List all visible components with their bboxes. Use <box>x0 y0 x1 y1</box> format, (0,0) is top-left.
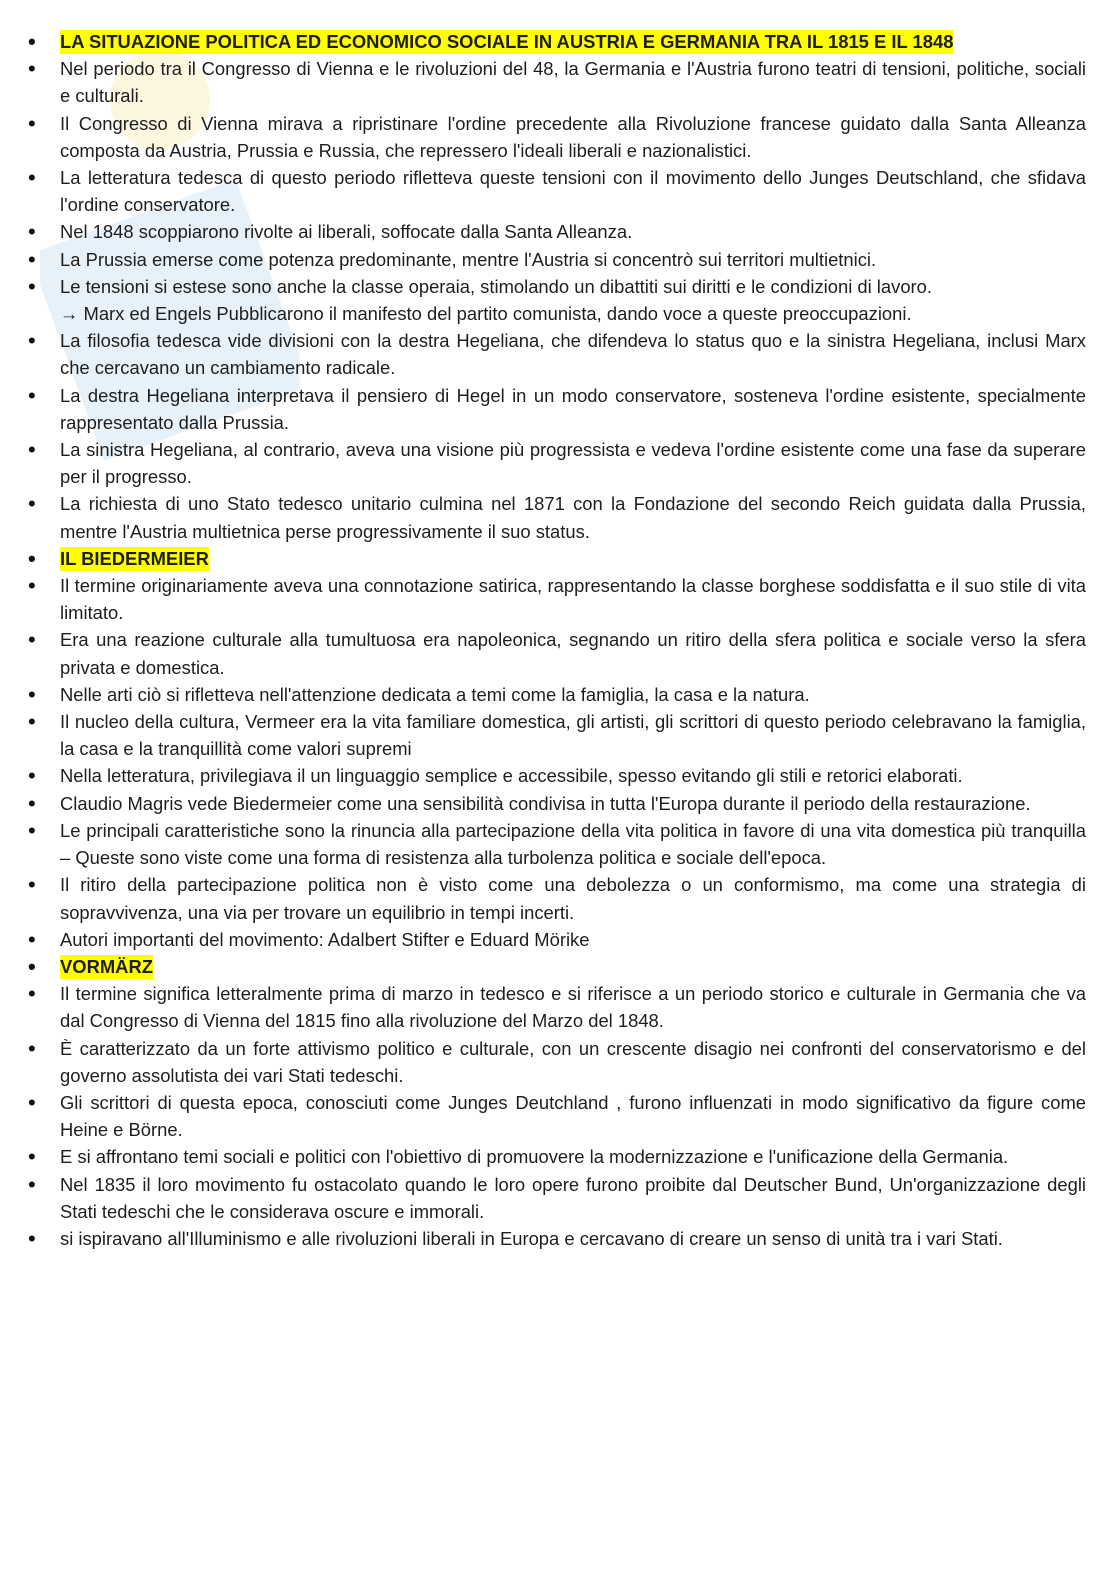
list-item <box>24 273 1086 327</box>
list-item: • Il nucleo della cultura, Vermeer era la vita familiare domestica, gli artisti, gli scrittori di questo periodo celebravano la famiglia, la casa e la tranquillità come valori supremi <box>24 708 1086 762</box>
list-item: • Nel 1835 il loro movimento fu ostacolato quando le loro opere furono proibite dal Deutscher Bund, Un'organizzazione degli Stati tedeschi che le considerava oscure e immorali. <box>24 1171 1086 1225</box>
list-item: • La destra Hegeliana interpretava il pensiero di Hegel in un modo conservatore, sosteneva l'ordine esistente, specialmente rappresentato dalla Prussia. <box>24 382 1086 436</box>
list-item: • Il Congresso di Vienna mirava a ripristinare l'ordine precedente alla Rivoluzione francese guidato dalla Santa Alleanza composta da Austria, Prussia e Russia, che repressero l'ideali liberali e nazionalistici. <box>24 110 1086 164</box>
list-item: • Il termine significa letteralmente prima di marzo in tedesco e si riferisce a un periodo storico e culturale in Germania che va dal Congresso di Vienna del 1815 fino alla rivoluzione del Marzo del 1848. <box>24 980 1086 1034</box>
list-item: • si ispiravano all'Illuminismo e alle rivoluzioni liberali in Europa e cercavano di creare un senso di unità tra i vari Stati. <box>24 1225 1086 1252</box>
list-item-text: Le tensioni si estese sono anche la classe operaia, stimolando un dibattiti sui diritti e le condizioni di lavoro. <box>60 275 933 297</box>
list-item: • Nella letteratura, privilegiava il un linguaggio semplice e accessibile, spesso evitando gli stili e retorici elaborati. <box>24 762 1086 789</box>
section-heading-biedermeier: • IL BIEDERMEIER <box>24 545 1086 572</box>
list-item: • Gli scrittori di questa epoca, conosciuti come Junges Deutchland , furono influenzati in modo significativo da figure come Heine e Börne. <box>24 1089 1086 1143</box>
list-item: • Claudio Magris vede Biedermeier come una sensibilità condivisa in tutta l'Europa durante il periodo della restaurazione. <box>24 790 1086 817</box>
list-item: • La filosofia tedesca vide divisioni con la destra Hegeliana, che difendeva lo status quo e la sinistra Hegeliana, inclusi Marx che cercavano un cambiamento radicale. <box>24 327 1086 381</box>
list-item: • La sinistra Hegeliana, al contrario, aveva una visione più progressista e vedeva l'ordine esistente come una fase da superare per il progresso. <box>24 436 1086 490</box>
list-item: • Nel 1848 scoppiarono rivolte ai liberali, soffocate dalla Santa Alleanza. <box>24 218 1086 245</box>
list-item: • Le principali caratteristiche sono la rinuncia alla partecipazione della vita politica in favore di una vita domestica più tranquilla – Queste sono viste come una forma di resistenza alla turbolenza politica e sociale dell'epoca. <box>24 817 1086 871</box>
list-item: • Nel periodo tra il Congresso di Vienna e le rivoluzioni del 48, la Germania e l'Austria furono teatri di tensioni, politiche, sociali e culturali. <box>24 55 1086 109</box>
list-item: • Era una reazione culturale alla tumultuosa era napoleonica, segnando un ritiro della sfera politica e sociale verso la sfera privata e domestica. <box>24 626 1086 680</box>
list-item: • La Prussia emerse come potenza predominante, mentre l'Austria si concentrò sui territori multietnici. <box>24 246 1086 273</box>
section-heading-vormarz: • VORMÄRZ <box>24 953 1086 980</box>
list-item: • Nelle arti ciò si rifletteva nell'attenzione dedicata a temi come la famiglia, la casa e la natura. <box>24 681 1086 708</box>
list-item: • È caratterizzato da un forte attivismo politico e culturale, con un crescente disagio nei confronti del conservatorismo e del governo assolutista dei vari Stati tedeschi. <box>24 1035 1086 1089</box>
list-item: • La letteratura tedesca di questo periodo rifletteva queste tensioni con il movimento dello Junges Deutschland, che sfidava l'ordine conservatore. <box>24 164 1086 218</box>
arrow-note: → Marx ed Engels Pubblicarono il manifesto del partito comunista, dando voce a queste preoccupazioni. <box>60 303 912 325</box>
list-item: • Il ritiro della partecipazione politica non è visto come una debolezza o un conformismo, ma come una strategia di sopravvivenza, una via per trovare un equilibrio in tempi incerti. <box>24 871 1086 925</box>
document-content <box>24 28 1086 1252</box>
list-item: • Autori importanti del movimento: Adalbert Stifter e Eduard Mörike <box>24 926 1086 953</box>
list-item: • La richiesta di uno Stato tedesco unitario culmina nel 1871 con la Fondazione del secondo Reich guidata dalla Prussia, mentre l'Austria multietnica perse progressivamente il suo status. <box>24 490 1086 544</box>
list-item: • Il termine originariamente aveva una connotazione satirica, rappresentando la classe borghese soddisfatta e il suo stile di vita limitato. <box>24 572 1086 626</box>
list-item: • E si affrontano temi sociali e politici con l'obiettivo di promuovere la modernizzazione e l'unificazione della Germania. <box>24 1143 1086 1170</box>
section-heading-situazione: • LA SITUAZIONE POLITICA ED ECONOMICO SOCIALE IN AUSTRIA E GERMANIA TRA IL 1815 E IL 1848 <box>24 28 1086 55</box>
